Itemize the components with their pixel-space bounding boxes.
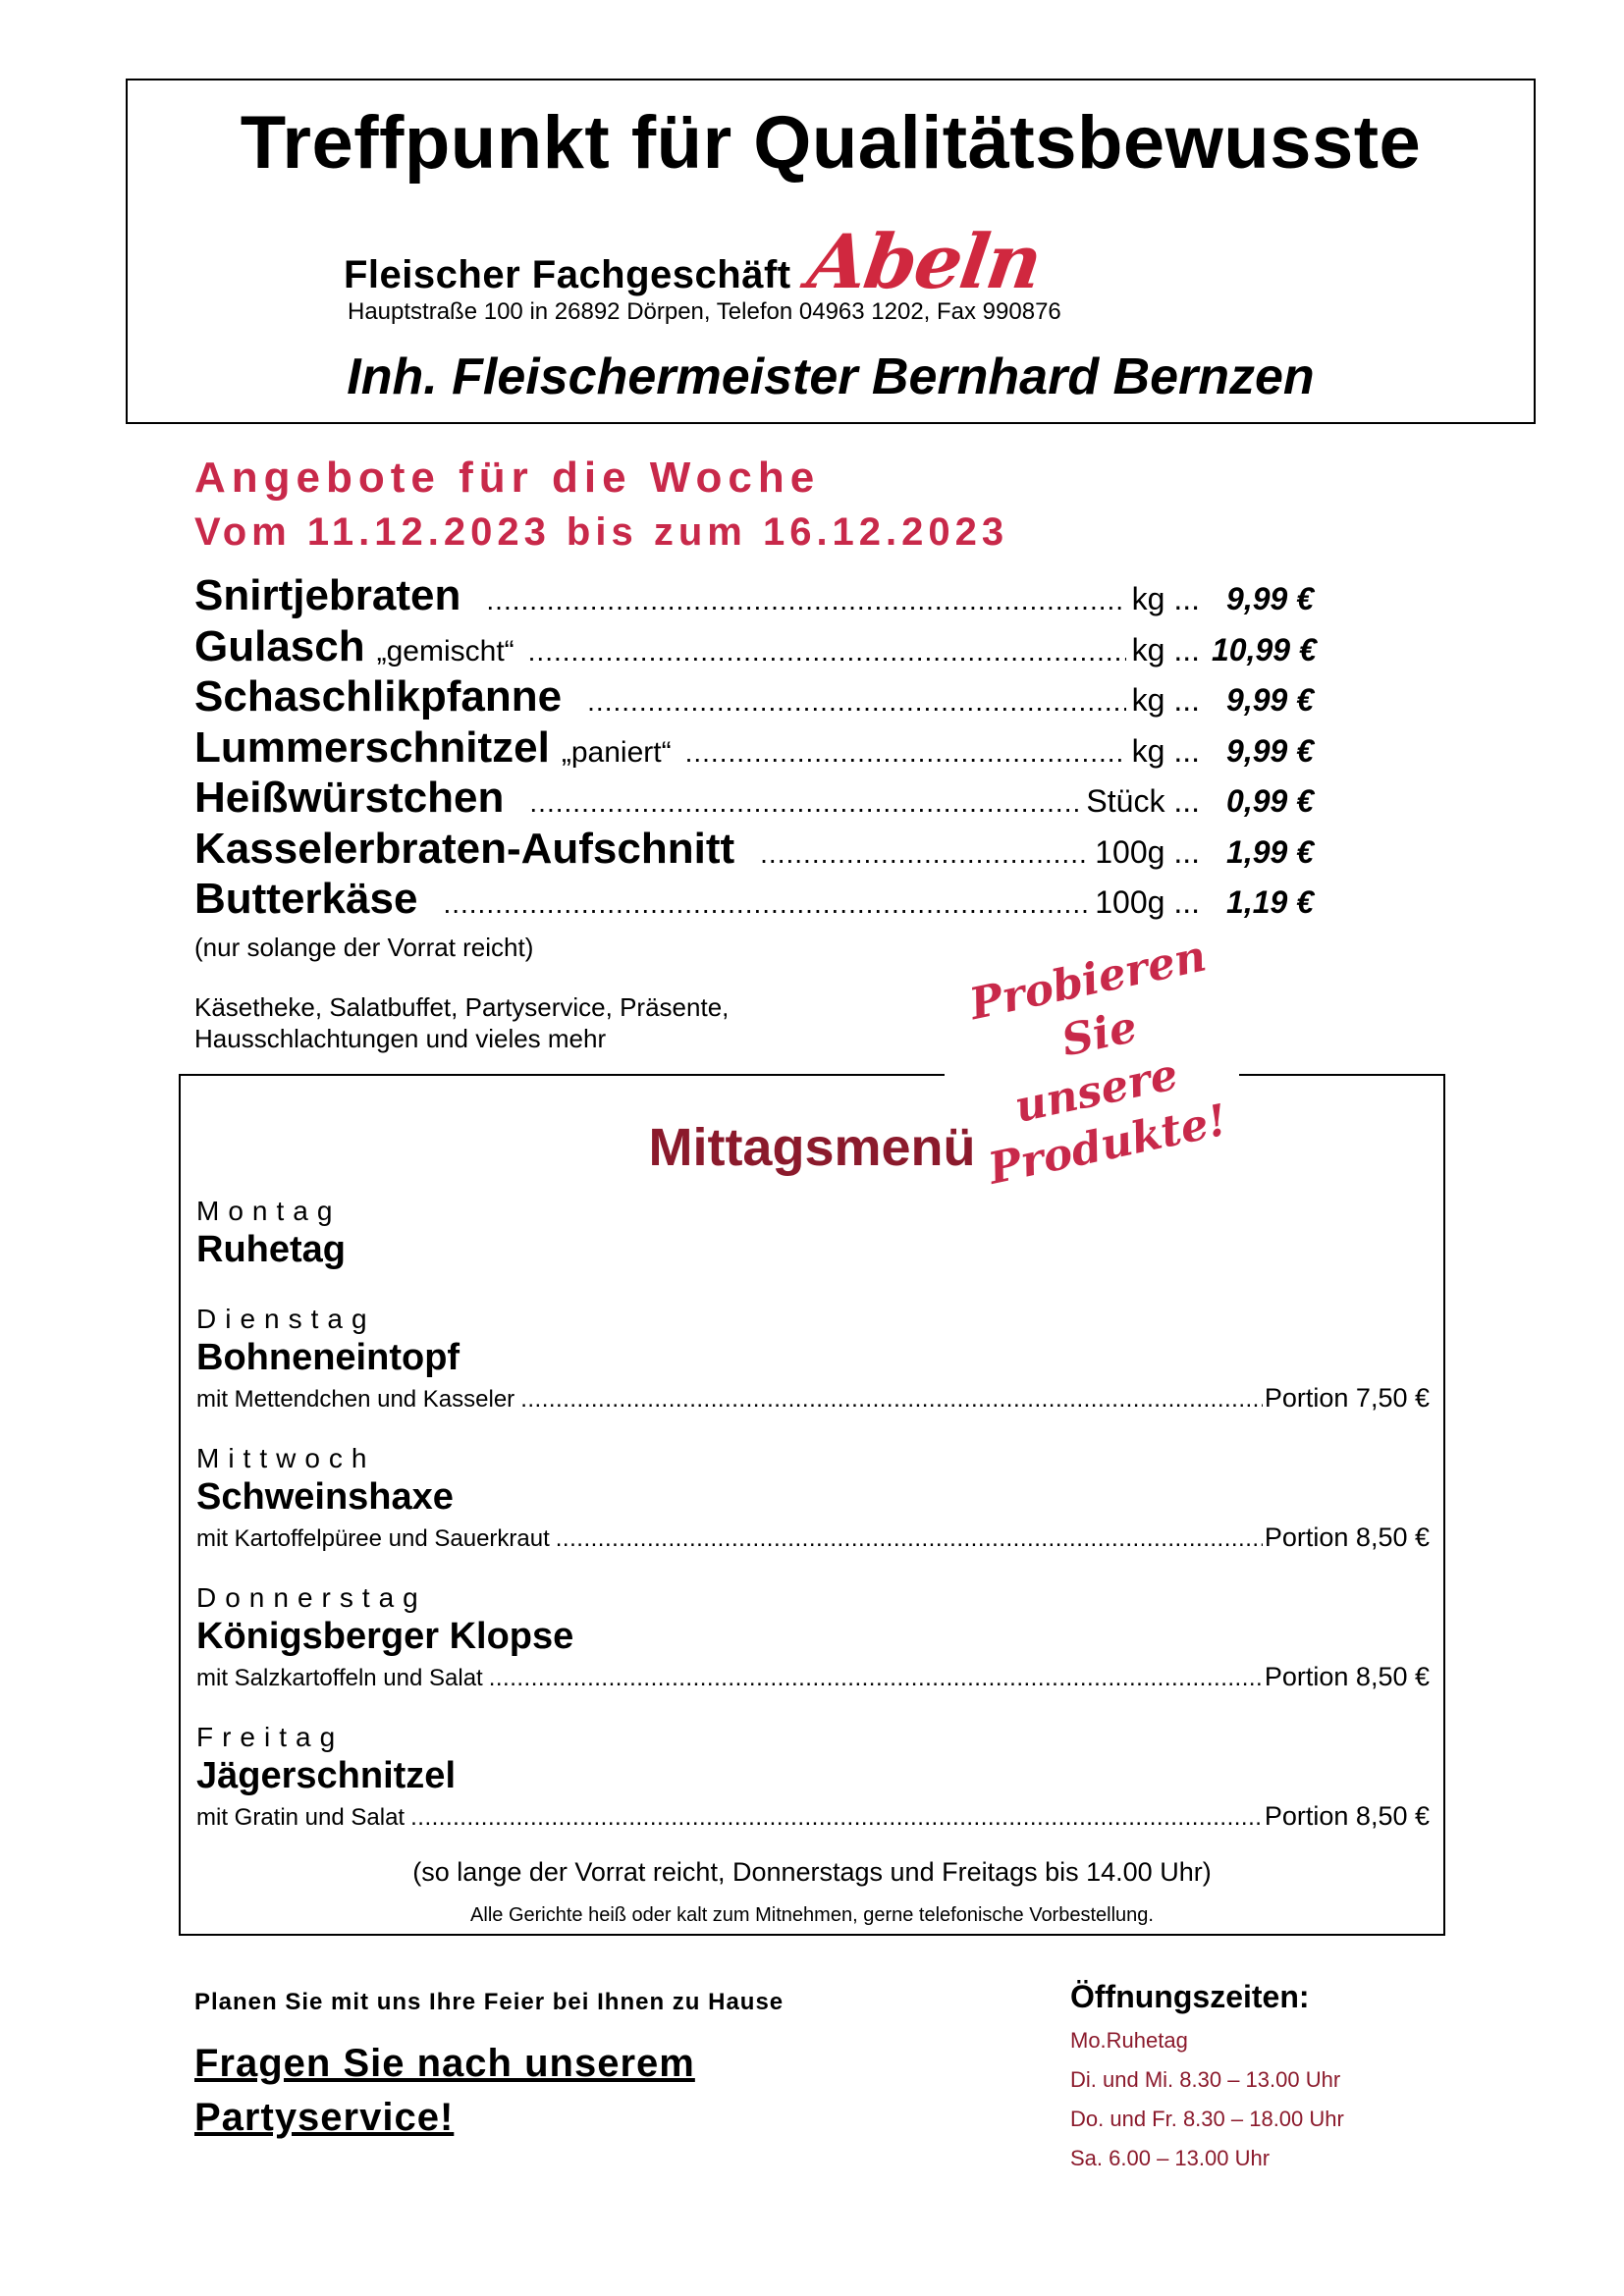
offer-row xyxy=(194,621,1317,673)
leader-dots xyxy=(556,1525,1263,1553)
leader-dots xyxy=(410,1804,1263,1832)
dish-detail xyxy=(196,1662,1430,1692)
menu-note: (so lange der Vorrat reicht, Donnerstags und Freitags bis 14.00 Uhr) xyxy=(412,1857,1212,1887)
offer-note: „gemischt“ xyxy=(376,634,514,667)
offer-name: Kasselerbraten-Aufschnitt xyxy=(194,824,735,873)
opening-hours xyxy=(1070,2028,1344,2185)
hours-line: Do. und Fr. 8.30 – 18.00 Uhr xyxy=(1070,2107,1344,2131)
offers-dates: Vom 11.12.2023 bis zum 16.12.2023 xyxy=(194,510,1009,554)
shop-name: Fleischer Fachgeschäft xyxy=(344,253,791,296)
hours-title: Öffnungszeiten: xyxy=(1070,1979,1310,2014)
offer-price: 1,19 € xyxy=(1226,884,1314,920)
day-name: Freitag xyxy=(196,1722,345,1752)
dish-desc: mit Gratin und Salat xyxy=(196,1804,406,1831)
offer-name: Lummerschnitzel xyxy=(194,722,550,772)
offer-row xyxy=(194,825,1314,876)
offer-note: „paniert“ xyxy=(561,735,672,769)
leader-dots xyxy=(443,888,1089,920)
offer-price: 9,99 € xyxy=(1226,682,1314,718)
menu-day xyxy=(196,1196,1430,1271)
dish-price: Portion 7,50 € xyxy=(1264,1383,1430,1413)
offer-price: 9,99 € xyxy=(1226,581,1314,616)
dish-price: Portion 8,50 € xyxy=(1264,1662,1430,1691)
dish-desc: mit Mettendchen und Kasseler xyxy=(196,1386,515,1413)
offer-unit: 100g ... xyxy=(1095,884,1200,920)
offer-unit: Stück ... xyxy=(1086,783,1200,819)
offer-row xyxy=(194,571,1314,622)
party-service-heading: Fragen Sie nach unserem xyxy=(194,2042,695,2085)
dish-detail xyxy=(196,1383,1430,1414)
dish-name: Jägerschnitzel xyxy=(196,1755,456,1796)
day-name: Mittwoch xyxy=(196,1443,376,1473)
leader-dots xyxy=(760,838,1089,870)
offer-unit: kg ... xyxy=(1131,732,1200,769)
offer-row xyxy=(194,774,1314,825)
hours-line: Di. und Mi. 8.30 – 13.00 Uhr xyxy=(1070,2067,1341,2092)
offer-unit: kg ... xyxy=(1131,682,1200,718)
day-name: Montag xyxy=(196,1196,342,1226)
brand-logo: Abeln xyxy=(802,218,1046,305)
menu-day xyxy=(196,1582,1430,1692)
menu-day xyxy=(196,1304,1430,1414)
offer-unit: 100g ... xyxy=(1095,833,1200,870)
dish-name: Königsberger Klopse xyxy=(196,1616,574,1657)
offer-unit: kg ... xyxy=(1131,581,1200,616)
shop-line xyxy=(344,218,1046,305)
dish-desc: mit Kartoffelpüree und Sauerkraut xyxy=(196,1525,550,1552)
leader-dots xyxy=(587,686,1126,718)
offers-title: Angebote für die Woche xyxy=(194,454,821,502)
services-line: Hausschlachtungen und vieles mehr xyxy=(194,1024,607,1053)
offer-name: Schaschlikpfanne xyxy=(194,672,563,721)
dish-name: Ruhetag xyxy=(196,1229,346,1270)
day-name: Dienstag xyxy=(196,1304,376,1334)
offer-row xyxy=(194,875,1314,926)
leader-dots xyxy=(528,636,1126,667)
menu-note-small: Alle Gerichte heiß oder kalt zum Mitnehmen, gerne telefonische Vorbestellung. xyxy=(470,1904,1154,1926)
leader-dots xyxy=(529,787,1080,819)
plan-text: Planen Sie mit uns Ihre Feier bei Ihnen zu Hause xyxy=(194,1989,785,2015)
leader-dots xyxy=(685,737,1126,769)
leader-dots xyxy=(486,585,1125,616)
offer-price: 9,99 € xyxy=(1226,732,1314,769)
menu-day xyxy=(196,1722,1430,1832)
party-service-heading: Partyservice! xyxy=(194,2096,455,2139)
dish-detail xyxy=(196,1801,1430,1832)
dish-price: Portion 8,50 € xyxy=(1264,1801,1430,1831)
menu-title: Mittagsmenü xyxy=(648,1118,976,1177)
offer-name: Snirtjebraten xyxy=(194,571,461,619)
headline: Treffpunkt für Qualitätsbewusste xyxy=(240,101,1422,185)
offer-unit: kg ... xyxy=(1131,631,1200,667)
hours-line: Sa. 6.00 – 13.00 Uhr xyxy=(1070,2146,1271,2170)
services-line: Käsetheke, Salatbuffet, Partyservice, Präsente, xyxy=(194,992,730,1022)
header-box xyxy=(126,79,1536,424)
offer-price: 0,99 € xyxy=(1226,783,1314,819)
dish-name: Bohneneintopf xyxy=(196,1337,460,1378)
dish-price: Portion 8,50 € xyxy=(1264,1522,1430,1552)
offer-price: 10,99 € xyxy=(1212,631,1317,667)
offer-name: Heißwürstchen xyxy=(194,774,505,822)
menu-day xyxy=(196,1443,1430,1553)
day-name: Donnerstag xyxy=(196,1582,427,1613)
dish-name: Schweinshaxe xyxy=(196,1476,454,1518)
offer-list xyxy=(194,571,1317,926)
services-text xyxy=(194,991,882,1054)
leader-dots xyxy=(489,1665,1263,1692)
offer-footnote: (nur solange der Vorrat reicht) xyxy=(194,933,534,962)
hours-line: Mo.Ruhetag xyxy=(1070,2028,1188,2053)
stamp-line: Probieren Sie xyxy=(965,931,1211,1067)
offer-row xyxy=(194,723,1314,774)
offer-row xyxy=(194,672,1314,723)
offer-name: Gulasch xyxy=(194,621,365,670)
leader-dots xyxy=(520,1386,1263,1414)
stamp-line: unsere Produkte! xyxy=(984,1049,1232,1195)
address: Hauptstraße 100 in 26892 Dörpen, Telefon 04963 1202, Fax 990876 xyxy=(348,298,1061,325)
dish-detail xyxy=(196,1522,1430,1553)
offer-name: Butterkäse xyxy=(194,875,418,923)
owner-line: Inh. Fleischermeister Bernhard Bernzen xyxy=(347,348,1315,405)
dish-desc: mit Salzkartoffeln und Salat xyxy=(196,1665,483,1691)
offer-price: 1,99 € xyxy=(1226,833,1314,870)
